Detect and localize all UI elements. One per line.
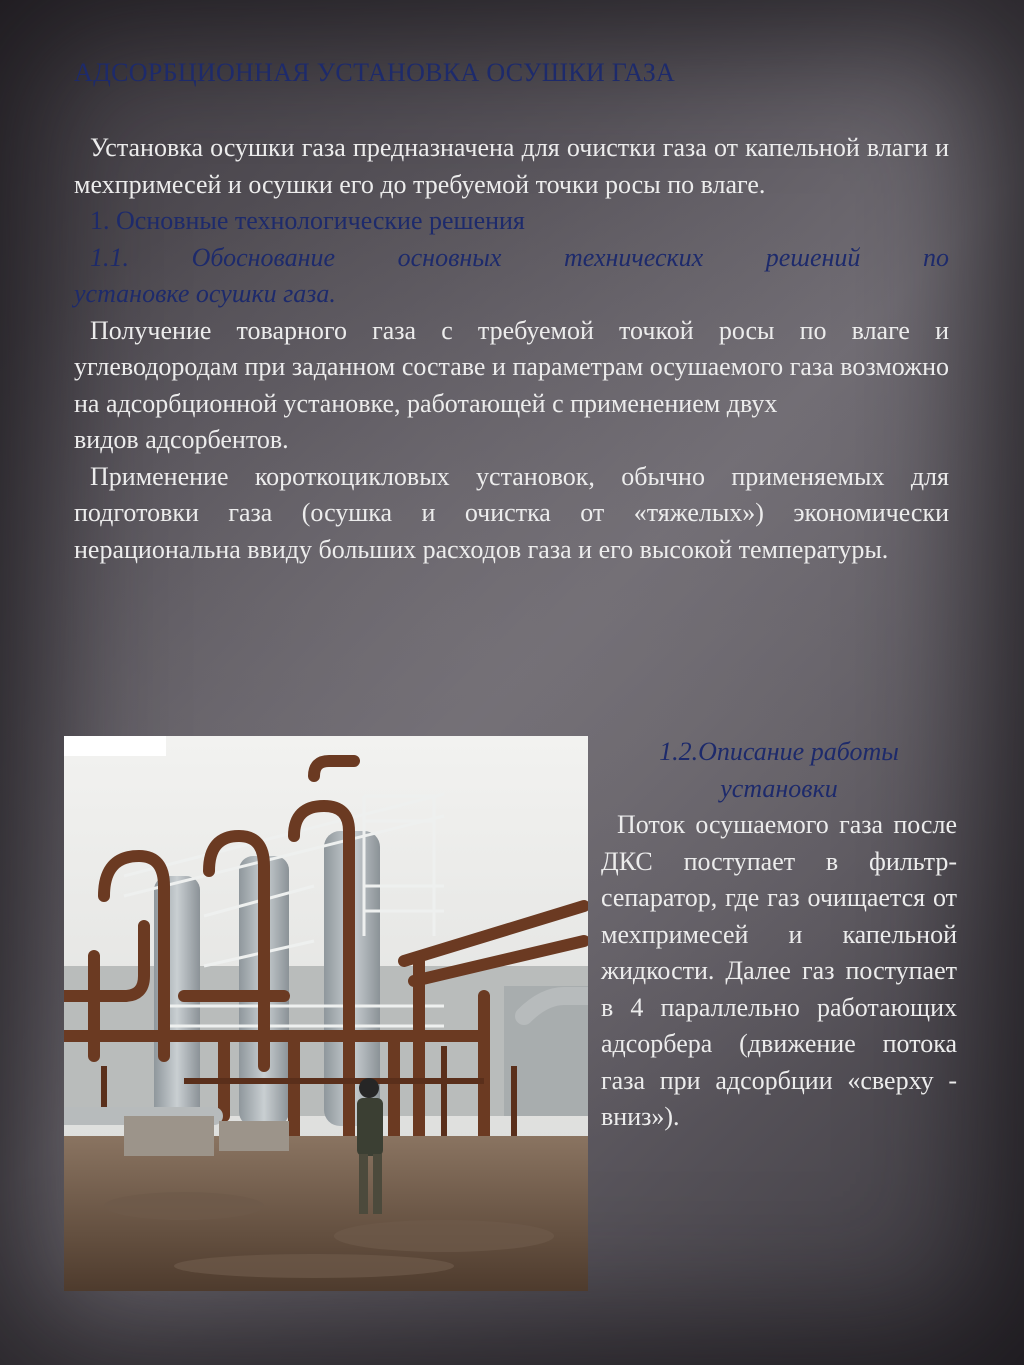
page-title: АДСОРБЦИОННАЯ УСТАНОВКА ОСУШКИ ГАЗА: [74, 58, 676, 87]
paragraph-2: Получение товарного газа с требуемой точкой росы по влаге и углеводородам при заданном составе и параметрам осушаемого газа возможно на адсорбционной установке, работающей с применением двух: [74, 315, 949, 418]
section-1-1-number: 1.1.: [90, 242, 129, 272]
plant-photo: [64, 736, 588, 1291]
section-1-1-word: по: [922, 242, 949, 272]
section-1-2-heading-line-2: установки: [720, 773, 838, 803]
section-1-1-word: Обоснование: [191, 242, 336, 272]
section-1-2-heading-line-1: 1.2.Описание работы: [659, 737, 899, 766]
plant-photo-drawing: [64, 736, 588, 1291]
section-1-1-word: технических: [563, 242, 704, 272]
paragraph-4: Поток осушаемого газа после ДКС поступает в фильтр-сепаратор, где газ очищается от мехпримесей и капельной жидкости. Далее газ поступает в 4 параллельно работающих адсорбера (движение потока газа при адсорбции «сверху - вниз»).: [601, 810, 957, 1131]
intro-paragraph: Установка осушки газа предназначена для очистки газа от капельной влаги и мехпримесей и осушки его до требуемой точки росы по влаге.: [74, 133, 949, 199]
main-text-block: [74, 130, 949, 568]
section-1-1-word: основных: [397, 242, 502, 272]
paragraph-3: Применение короткоцикловых установок, обычно применяемых для подготовки газа (осушка и очистка от «тяжелых») экономически нерациональна ввиду больших расходов газа и его высокой температуры.: [74, 461, 949, 564]
section-1-1-word: решений: [765, 242, 861, 272]
section-1-1-second-line: установке осушки газа.: [74, 279, 336, 308]
paragraph-2-tail: видов адсорбентов.: [74, 425, 289, 454]
section-1-1-heading: [74, 240, 949, 313]
right-text-column: [601, 734, 957, 1136]
section-1-1-first-line: [74, 240, 949, 277]
section-1-heading: 1. Основные технологические решения: [90, 206, 525, 235]
